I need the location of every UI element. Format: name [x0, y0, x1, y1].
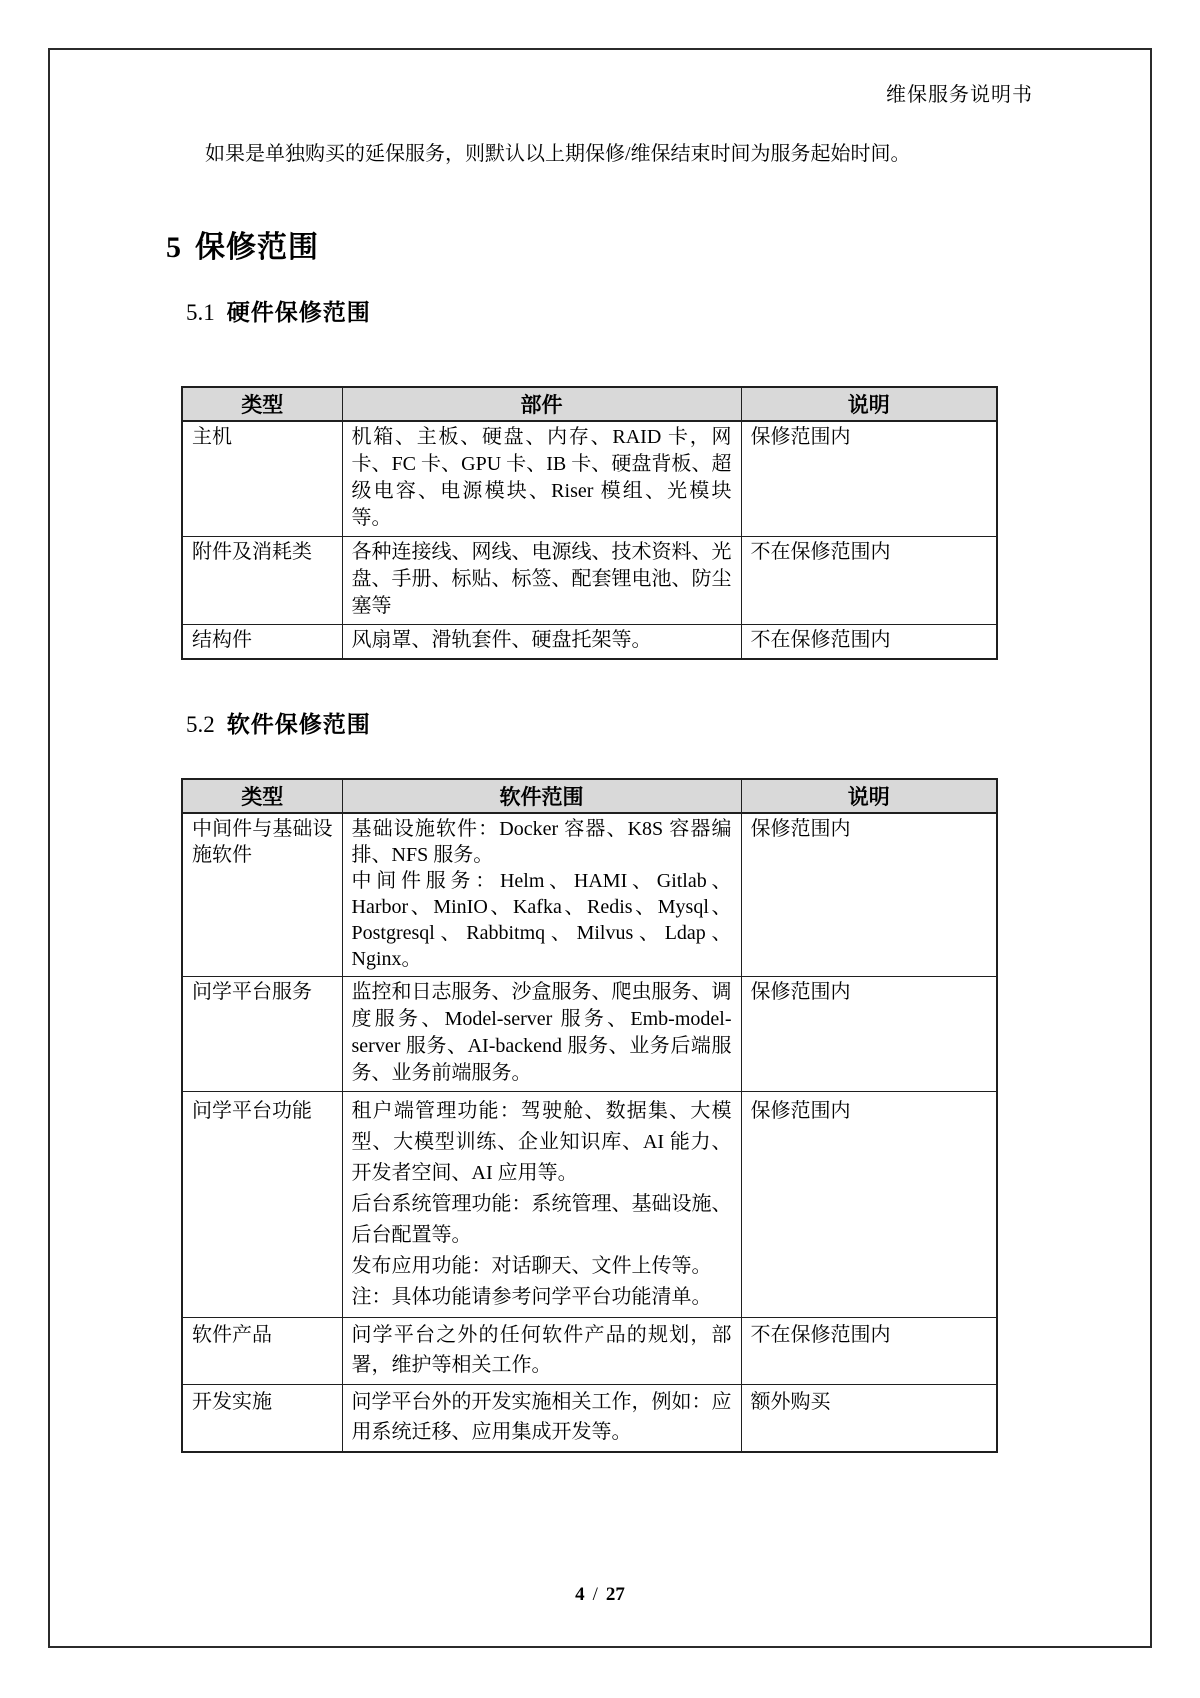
intro-paragraph: 如果是单独购买的延保服务，则默认以上期保修/维保结束时间为服务起始时间。	[205, 143, 911, 165]
table-row	[182, 537, 997, 625]
page-number-separator: /	[592, 1584, 598, 1605]
table-row	[182, 1385, 997, 1453]
document-header-title: 维保服务说明书	[886, 84, 1033, 106]
page-number-total: 27	[605, 1584, 625, 1605]
software-header-type: 类型	[182, 779, 342, 813]
table-row	[182, 1092, 997, 1318]
software-row-middleware-note: 保修范围内	[741, 813, 997, 977]
section-5-title: 保修范围	[195, 231, 319, 264]
cell-paragraph: 注：具体功能请参考问学平台功能清单。	[351, 1286, 712, 1308]
hardware-row-structure-type: 结构件	[182, 625, 342, 660]
section-5-1-title: 硬件保修范围	[226, 299, 371, 325]
hardware-row-host-parts: 机箱、主板、硬盘、内存、RAID 卡，网卡、FC 卡、GPU 卡、IB 卡、硬盘背板、超级电容、电源模块、Riser 模组、光模块等。	[342, 421, 741, 537]
section-5-2-title: 软件保修范围	[226, 711, 371, 737]
cell-paragraph: 后台系统管理功能：系统管理、基础设施、后台配置等。	[351, 1193, 732, 1246]
table-row	[182, 977, 997, 1092]
hardware-row-host-note: 保修范围内	[741, 421, 997, 537]
hardware-row-host-type: 主机	[182, 421, 342, 537]
software-row-platform-function-scope	[342, 1092, 741, 1318]
software-row-platform-service-note: 保修范围内	[741, 977, 997, 1092]
page-footer	[0, 1584, 1200, 1606]
software-table-header-row	[182, 779, 997, 813]
cell-paragraph: 监控和日志服务、沙盒服务、爬虫服务、调度服务、Model-server 服务、Emb-model-server 服务、AI-backend 服务、业务后端服务、业务前端服务。	[351, 981, 732, 1084]
cell-paragraph: 中间件服务：Helm、HAMI、Gitlab、Harbor、MinIO、Kafka、Redis、Mysql、Postgresql、Rabbitmq、Milvus、Ldap、Nginx。	[351, 870, 732, 970]
section-5-2-heading	[186, 706, 371, 739]
software-row-product-scope	[342, 1318, 741, 1385]
section-5-number: 5	[166, 231, 181, 264]
section-5-heading	[166, 222, 319, 266]
cell-paragraph: 问学平台之外的任何软件产品的规划，部署，维护等相关工作。	[351, 1324, 732, 1376]
cell-paragraph: 基础设施软件：Docker 容器、K8S 容器编排、NFS 服务。	[351, 818, 732, 866]
cell-paragraph: 问学平台外的开发实施相关工作，例如：应用系统迁移、应用集成开发等。	[351, 1391, 732, 1443]
software-row-platform-service-type: 问学平台服务	[182, 977, 342, 1092]
hardware-header-type: 类型	[182, 387, 342, 421]
software-header-scope: 软件范围	[342, 779, 741, 813]
software-row-product-type: 软件产品	[182, 1318, 342, 1385]
section-5-2-number: 5.2	[186, 712, 215, 737]
table-row	[182, 813, 997, 977]
software-row-platform-service-scope	[342, 977, 741, 1092]
software-row-dev-impl-note: 额外购买	[741, 1385, 997, 1453]
software-row-platform-function-type: 问学平台功能	[182, 1092, 342, 1318]
hardware-row-structure-parts: 风扇罩、滑轨套件、硬盘托架等。	[342, 625, 741, 660]
table-row	[182, 421, 997, 537]
software-row-product-note: 不在保修范围内	[741, 1318, 997, 1385]
section-5-1-heading	[186, 294, 371, 327]
table-row	[182, 1318, 997, 1385]
hardware-table-header-row	[182, 387, 997, 421]
software-header-note: 说明	[741, 779, 997, 813]
hardware-row-accessory-type: 附件及消耗类	[182, 537, 342, 625]
cell-paragraph: 发布应用功能：对话聊天、文件上传等。	[351, 1255, 712, 1277]
software-row-middleware-type: 中间件与基础设施软件	[182, 813, 342, 977]
hardware-row-accessory-note: 不在保修范围内	[741, 537, 997, 625]
software-row-dev-impl-scope	[342, 1385, 741, 1453]
software-row-dev-impl-type: 开发实施	[182, 1385, 342, 1453]
section-5-1-number: 5.1	[186, 300, 215, 325]
cell-paragraph: 租户端管理功能：驾驶舱、数据集、大模型、大模型训练、企业知识库、AI 能力、开发者空间、AI 应用等。	[351, 1100, 732, 1184]
hardware-row-accessory-parts: 各种连接线、网线、电源线、技术资料、光盘、手册、标贴、标签、配套锂电池、防尘塞等	[342, 537, 741, 625]
hardware-header-parts: 部件	[342, 387, 741, 421]
software-row-middleware-scope	[342, 813, 741, 977]
software-warranty-table	[181, 778, 998, 1453]
page-number-current: 4	[575, 1584, 585, 1605]
hardware-header-note: 说明	[741, 387, 997, 421]
hardware-warranty-table	[181, 386, 998, 660]
software-row-platform-function-note: 保修范围内	[741, 1092, 997, 1318]
table-row	[182, 625, 997, 660]
hardware-row-structure-note: 不在保修范围内	[741, 625, 997, 660]
